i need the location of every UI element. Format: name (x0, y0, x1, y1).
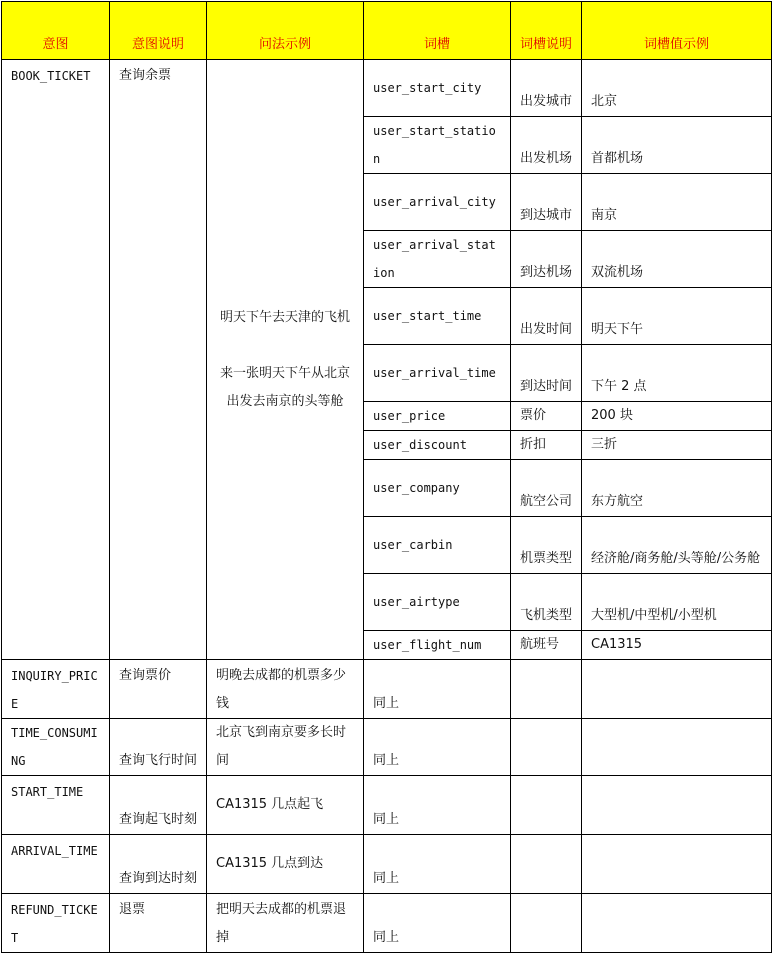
slot-name: user_price (364, 402, 511, 431)
table-row (2, 60, 772, 117)
question-example: 来一张明天下午从北京出发去南京的头等舱 (219, 365, 350, 409)
slot-reference: 同上 (364, 660, 511, 719)
question-example: CA1315 几点到达 (207, 835, 364, 894)
question-examples (207, 60, 364, 660)
slot-name: user_arrival_time (364, 345, 511, 402)
header-row (2, 2, 772, 60)
slot-value-example: 首都机场 (582, 117, 772, 174)
question-example: 明晚去成都的机票多少钱 (207, 660, 364, 719)
slot-reference: 同上 (364, 776, 511, 835)
question-example: 北京飞到南京要多长时间 (207, 719, 364, 776)
slot-reference: 同上 (364, 835, 511, 894)
slot-description: 出发城市 (511, 60, 582, 117)
intent-slot-table (1, 1, 772, 953)
slot-value-example: 双流机场 (582, 231, 772, 288)
slot-description: 到达时间 (511, 345, 582, 402)
slot-value-example: 东方航空 (582, 460, 772, 517)
question-example: 明天下午去天津的飞机 (219, 309, 350, 325)
table-row (2, 660, 772, 719)
slot-value-empty (582, 776, 772, 835)
slot-name: user_start_station (364, 117, 511, 174)
table-row (2, 835, 772, 894)
table-row (2, 776, 772, 835)
slot-description: 到达机场 (511, 231, 582, 288)
intent-description: 查询到达时刻 (110, 835, 207, 894)
slot-name: user_carbin (364, 517, 511, 574)
slot-description: 到达城市 (511, 174, 582, 231)
slot-value-example: 200 块 (582, 402, 772, 431)
slot-name: user_discount (364, 431, 511, 460)
slot-value-example: 三折 (582, 431, 772, 460)
slot-value-example: 北京 (582, 60, 772, 117)
slot-description-empty (511, 719, 582, 776)
slot-name: user_company (364, 460, 511, 517)
slot-value-example: CA1315 (582, 631, 772, 660)
header-intent-description: 意图说明 (110, 2, 207, 60)
slot-value-example: 大型机/中型机/小型机 (582, 574, 772, 631)
intent-name: TIME_CONSUMING (2, 719, 110, 776)
slot-name: user_start_time (364, 288, 511, 345)
slot-name: user_arrival_city (364, 174, 511, 231)
slot-description: 出发机场 (511, 117, 582, 174)
slot-value-example: 南京 (582, 174, 772, 231)
header-question-examples: 问法示例 (207, 2, 364, 60)
slot-description-empty (511, 894, 582, 953)
slot-description-empty (511, 776, 582, 835)
slot-description: 飞机类型 (511, 574, 582, 631)
header-slot-value-examples: 词槽值示例 (582, 2, 772, 60)
intent-description: 查询票价 (110, 660, 207, 719)
slot-name: user_airtype (364, 574, 511, 631)
header-slot-description: 词槽说明 (511, 2, 582, 60)
slot-value-empty (582, 835, 772, 894)
slot-description-empty (511, 835, 582, 894)
question-example: 把明天去成都的机票退掉 (207, 894, 364, 953)
slot-description: 航班号 (511, 631, 582, 660)
slot-description: 票价 (511, 402, 582, 431)
slot-description: 机票类型 (511, 517, 582, 574)
slot-description-empty (511, 660, 582, 719)
slot-name: user_arrival_station (364, 231, 511, 288)
intent-name: REFUND_TICKET (2, 894, 110, 953)
table-row (2, 894, 772, 953)
slot-value-empty (582, 660, 772, 719)
slot-value-empty (582, 894, 772, 953)
header-intent: 意图 (2, 2, 110, 60)
example-spacer (216, 332, 354, 360)
slot-value-empty (582, 719, 772, 776)
slot-name: user_flight_num (364, 631, 511, 660)
slot-value-example: 明天下午 (582, 288, 772, 345)
header-slot: 词槽 (364, 2, 511, 60)
intent-name: START_TIME (2, 776, 110, 835)
slot-description: 航空公司 (511, 460, 582, 517)
slot-name: user_start_city (364, 60, 511, 117)
intent-description: 查询余票 (110, 60, 207, 660)
table-row (2, 719, 772, 776)
question-example: CA1315 几点起飞 (207, 776, 364, 835)
slot-reference: 同上 (364, 894, 511, 953)
slot-description: 折扣 (511, 431, 582, 460)
slot-description: 出发时间 (511, 288, 582, 345)
intent-name: ARRIVAL_TIME (2, 835, 110, 894)
intent-name: BOOK_TICKET (2, 60, 110, 660)
intent-description: 查询飞行时间 (110, 719, 207, 776)
slot-value-example: 经济舱/商务舱/头等舱/公务舱 (582, 517, 772, 574)
slot-value-example: 下午 2 点 (582, 345, 772, 402)
intent-description: 退票 (110, 894, 207, 953)
intent-name: INQUIRY_PRICE (2, 660, 110, 719)
intent-description: 查询起飞时刻 (110, 776, 207, 835)
slot-reference: 同上 (364, 719, 511, 776)
